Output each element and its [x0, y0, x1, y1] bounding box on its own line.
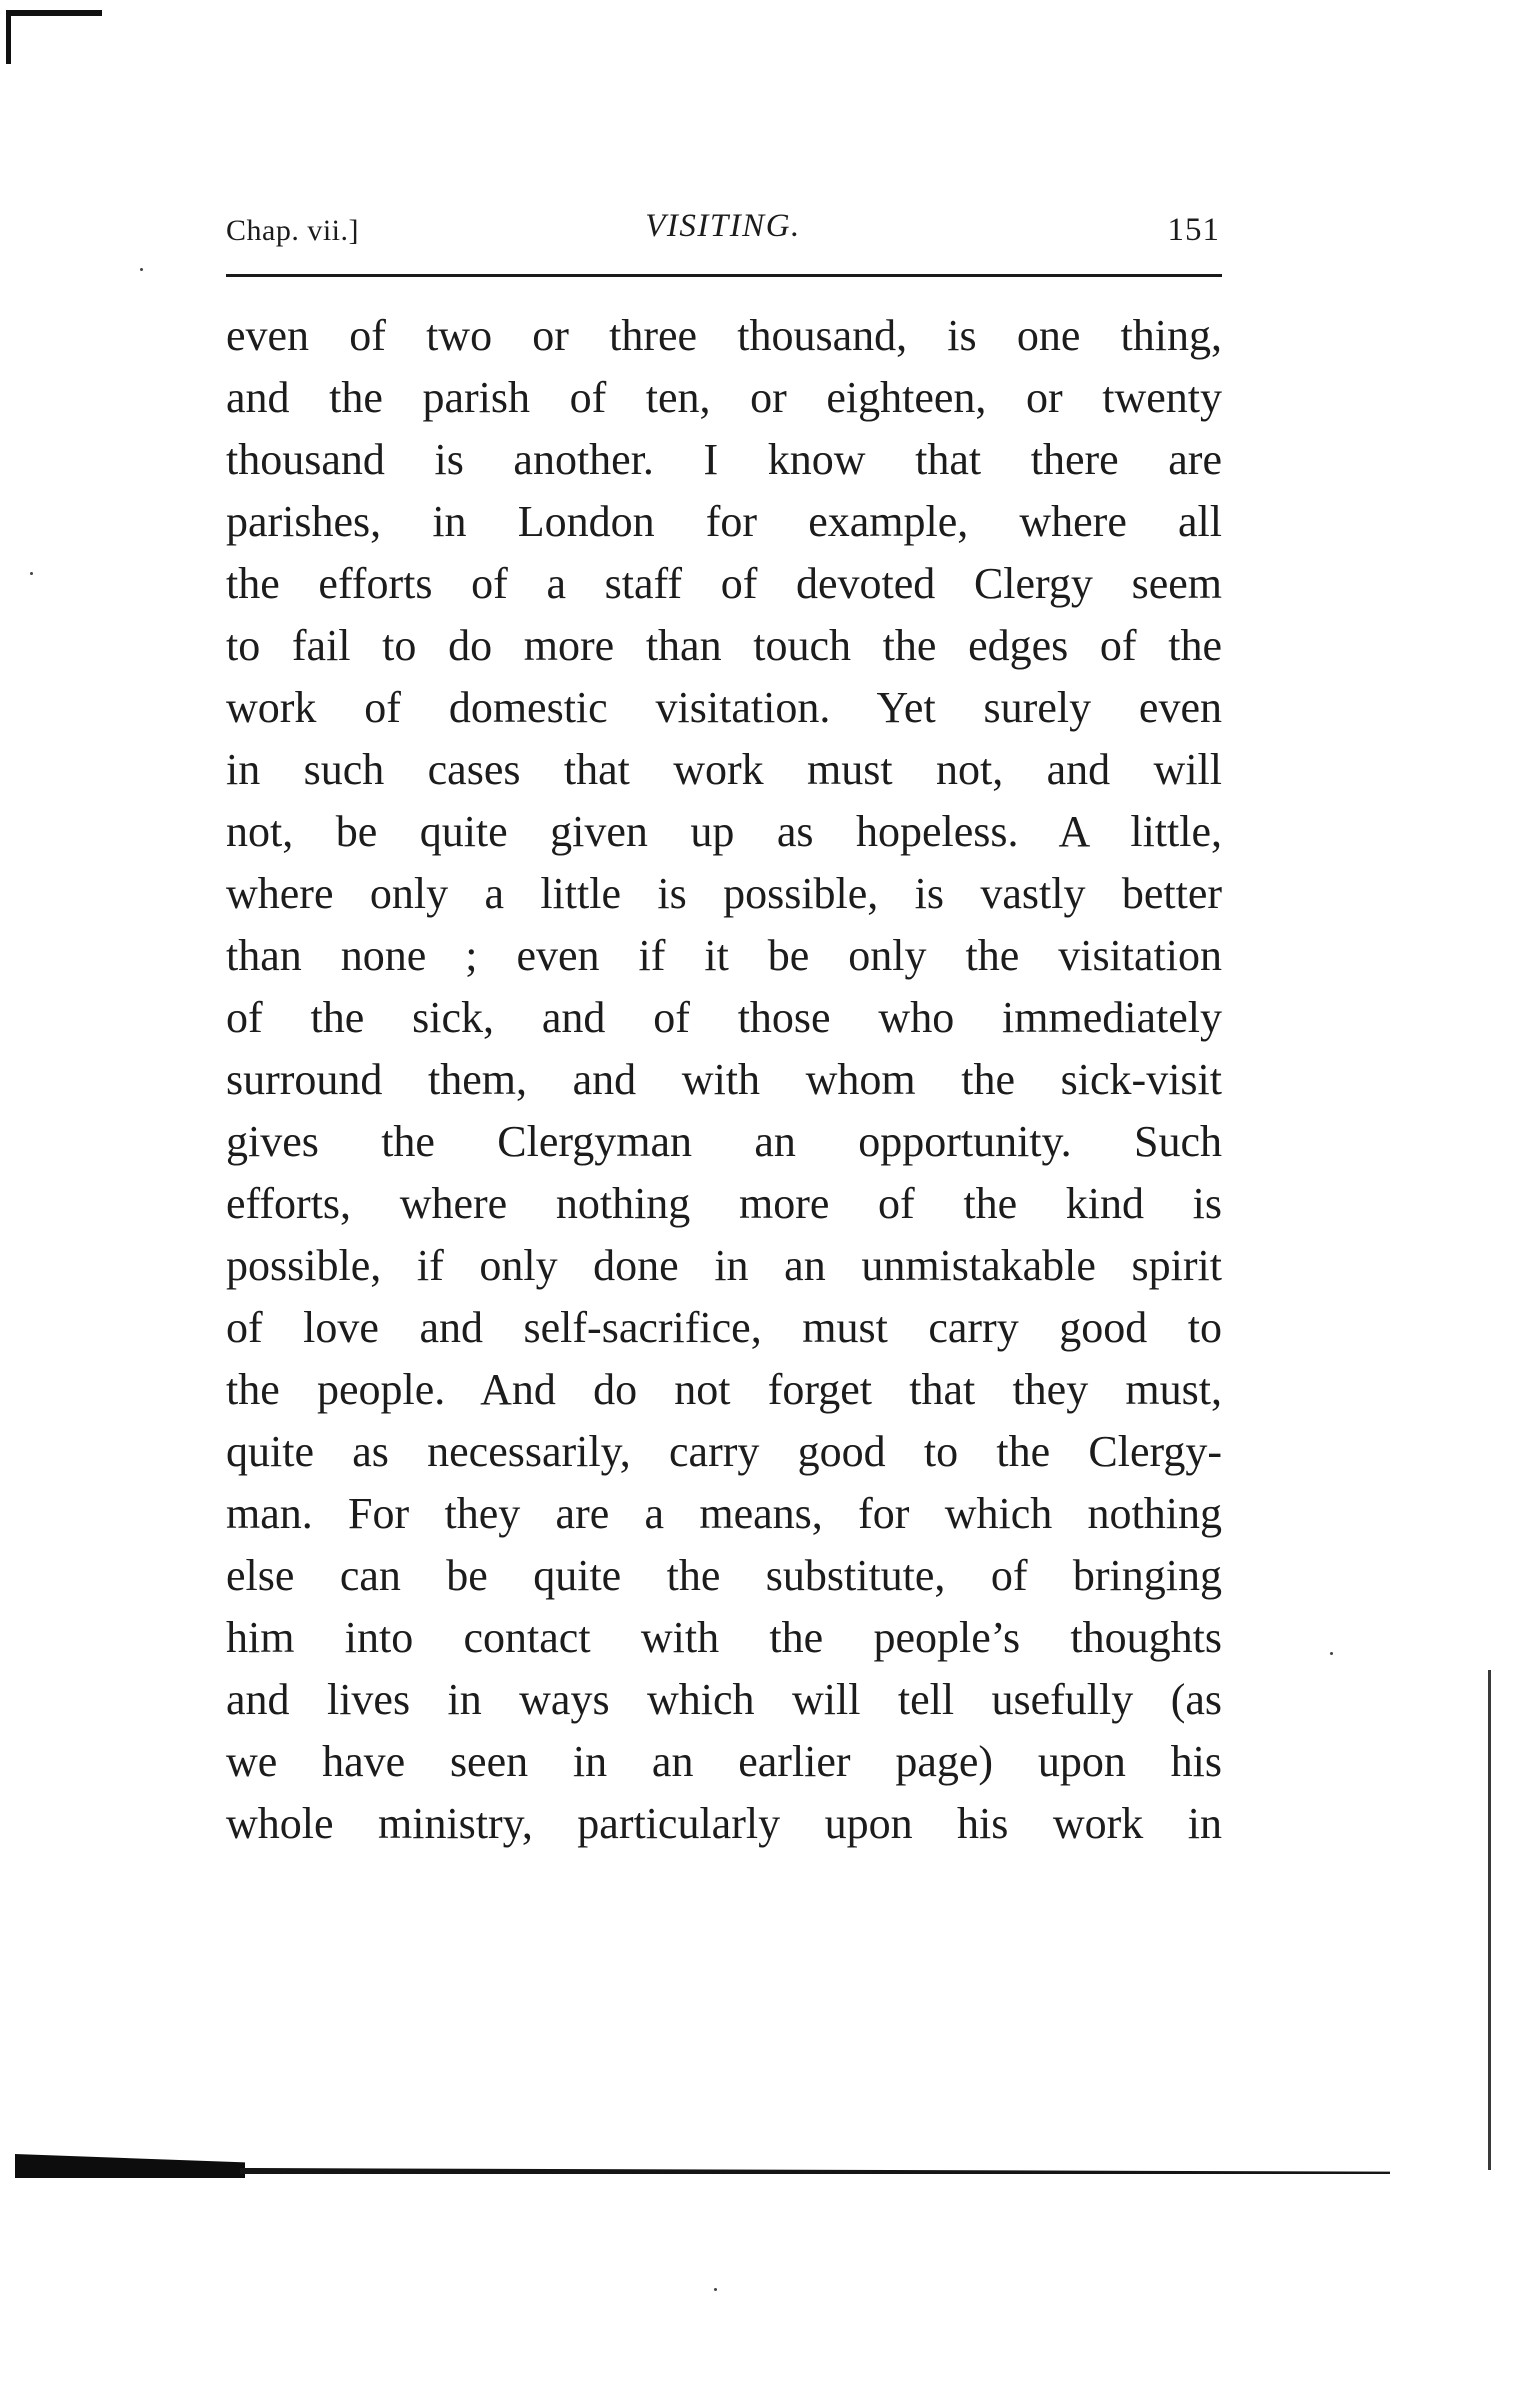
text-line: the efforts of a staff of devoted Clergy seem — [226, 559, 1222, 608]
text-line: man. For they are a means, for which nothing — [226, 1489, 1222, 1538]
scan-speck — [30, 572, 33, 575]
text-line: where only a little is possible, is vastly better — [226, 869, 1222, 918]
text-line: we have seen in an earlier page) upon his — [226, 1737, 1222, 1786]
page-number: 151 — [1167, 212, 1220, 248]
chapter-label: Chap. vii.] — [226, 214, 359, 247]
text-line: whole ministry, particularly upon his work in — [226, 1799, 1222, 1848]
page-title: VISITING. — [645, 208, 801, 244]
text-line: in such cases that work must not, and will — [226, 745, 1222, 794]
text-line: efforts, where nothing more of the kind is — [226, 1179, 1222, 1228]
scan-speck — [1330, 1652, 1333, 1655]
text-line: and lives in ways which will tell usefully (as — [226, 1675, 1222, 1724]
text-line: of the sick, and of those who immediately — [226, 993, 1222, 1042]
text-line: even of two or three thousand, is one thing, — [226, 311, 1222, 360]
text-line: possible, if only done in an unmistakable spirit — [226, 1241, 1222, 1290]
text-line: of love and self-sacrifice, must carry good to — [226, 1303, 1222, 1352]
scan-speck — [714, 2288, 717, 2291]
text-line: quite as necessarily, carry good to the Clergy- — [226, 1427, 1222, 1476]
text-line: gives the Clergyman an opportunity. Such — [226, 1117, 1222, 1166]
scan-corner-mark-vertical — [6, 10, 11, 64]
text-line: work of domestic visitation. Yet surely even — [226, 683, 1222, 732]
text-line: than none ; even if it be only the visitation — [226, 931, 1222, 980]
text-line: and the parish of ten, or eighteen, or twenty — [226, 373, 1222, 422]
text-line: the people. And do not forget that they must, — [226, 1365, 1222, 1414]
text-line: thousand is another. I know that there are — [226, 435, 1222, 484]
text-line: parishes, in London for example, where all — [226, 497, 1222, 546]
text-line: not, be quite given up as hopeless. A little, — [226, 807, 1222, 856]
running-head — [224, 206, 1222, 258]
text-line: to fail to do more than touch the edges of the — [226, 621, 1222, 670]
text-line: surround them, and with whom the sick-visit — [226, 1055, 1222, 1104]
scan-speck — [140, 268, 143, 271]
text-line: him into contact with the people’s thoughts — [226, 1613, 1222, 1662]
header-rule — [226, 274, 1222, 277]
scan-edge-line — [1488, 1670, 1491, 2170]
body-text — [226, 305, 1222, 1855]
scan-corner-mark — [6, 10, 102, 16]
text-line: else can be quite the substitute, of bringing — [226, 1551, 1222, 1600]
scan-bottom-rule — [240, 2168, 1390, 2174]
scan-bottom-shadow — [15, 2154, 245, 2178]
